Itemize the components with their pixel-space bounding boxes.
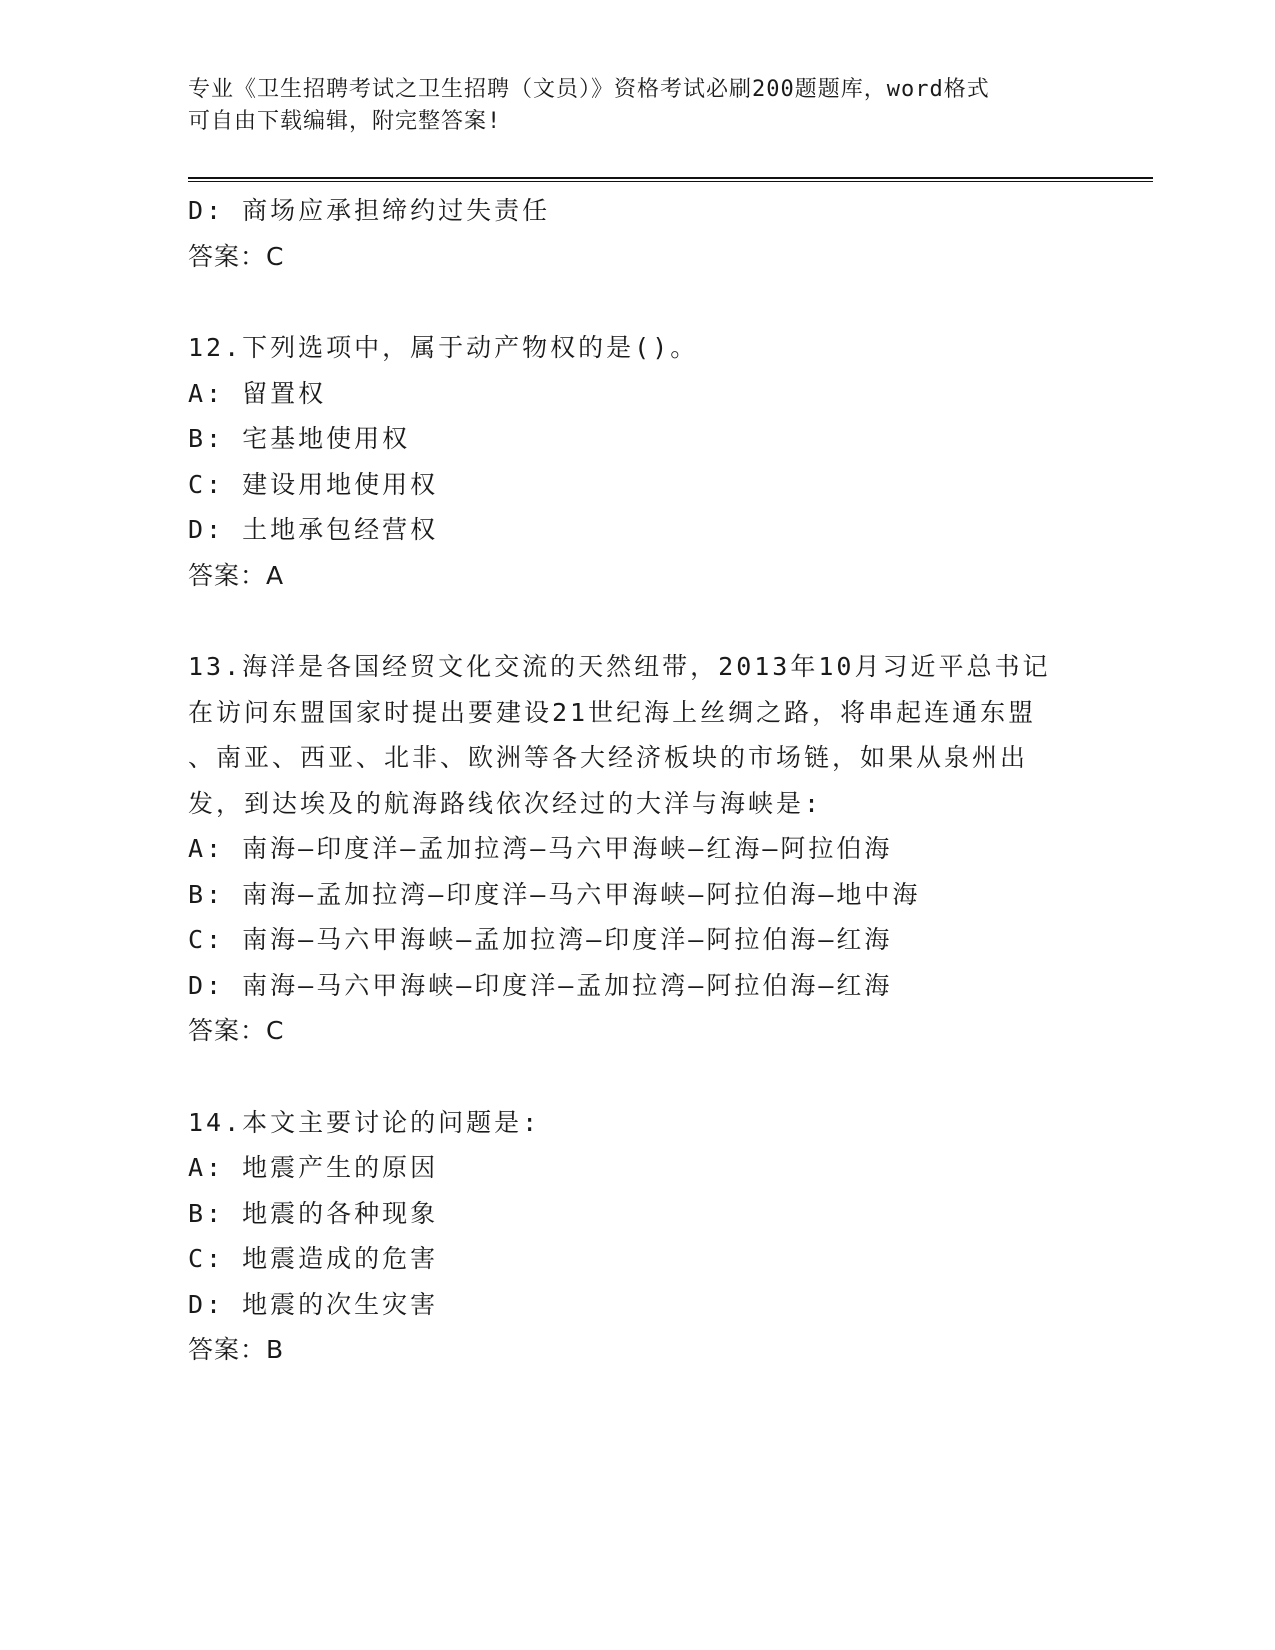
- page-header: [188, 74, 1068, 138]
- option-b: B: 地震的各种现象: [188, 1198, 439, 1228]
- answer: 答案：B: [188, 1335, 285, 1364]
- question-14: [188, 1100, 1088, 1373]
- spacer: [188, 1054, 1088, 1100]
- header-line-2: 可自由下载编辑，附完整答案!: [188, 109, 502, 134]
- header-line-1: 专业《卫生招聘考试之卫生招聘（文员）》资格考试必刷200题题库，word格式: [188, 77, 990, 102]
- option-d: D: 南海—马六甲海峡—印度洋—孟加拉湾—阿拉伯海—红海: [188, 970, 893, 1000]
- spacer: [188, 279, 1088, 325]
- option-d: D: 商场应承担缔约过失责任: [188, 196, 551, 225]
- option-d: D: 土地承包经营权: [188, 515, 439, 544]
- option-b: B: 南海—孟加拉湾—印度洋—马六甲海峡—阿拉伯海—地中海: [188, 879, 921, 909]
- spacer: [188, 598, 1088, 644]
- question-12: [188, 325, 1088, 598]
- option-d: D: 地震的次生灾害: [188, 1289, 439, 1319]
- question-text-line: 发，到达埃及的航海路线依次经过的大洋与海峡是:: [188, 788, 823, 818]
- question-text: 12.下列选项中，属于动产物权的是()。: [188, 333, 699, 362]
- option-c: C: 建设用地使用权: [188, 469, 439, 499]
- question-text-line: 在访问东盟国家时提出要建设21世纪海上丝绸之路，将串起连通东盟: [188, 697, 1037, 727]
- answer: 答案：A: [188, 560, 285, 590]
- option-c: C: 地震造成的危害: [188, 1244, 439, 1273]
- question-11-partial: [188, 188, 1088, 279]
- question-text: 14.本文主要讨论的问题是:: [188, 1107, 541, 1137]
- question-text-line: 13.海洋是各国经贸文化交流的天然纽带，2013年10月习近平总书记: [188, 652, 1051, 681]
- answer: 答案：C: [188, 241, 285, 271]
- header-divider: [188, 177, 1153, 182]
- question-13: [188, 644, 1088, 1054]
- option-a: A: 地震产生的原因: [188, 1153, 439, 1182]
- option-c: C: 南海—马六甲海峡—孟加拉湾—印度洋—阿拉伯海—红海: [188, 925, 893, 954]
- option-a: A: 南海—印度洋—孟加拉湾—马六甲海峡—红海—阿拉伯海: [188, 834, 893, 863]
- option-b: B: 宅基地使用权: [188, 424, 411, 453]
- option-a: A: 留置权: [188, 378, 327, 408]
- document-body: [188, 188, 1088, 1373]
- answer: 答案：C: [188, 1016, 285, 1045]
- question-text-line: 、南亚、西亚、北非、欧洲等各大经济板块的市场链，如果从泉州出: [188, 743, 1029, 772]
